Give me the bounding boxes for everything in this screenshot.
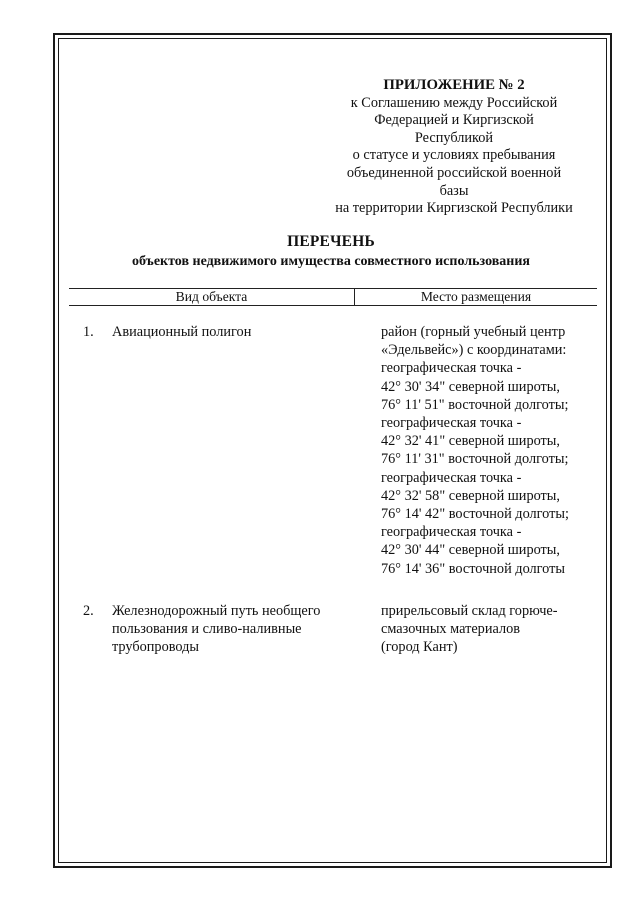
object-name [112, 602, 362, 657]
object-name-line: Железнодорожный путь необщего [112, 603, 321, 619]
row-number: 1. [83, 324, 94, 340]
appendix-line: базы [439, 182, 469, 199]
table-header [69, 288, 597, 306]
appendix-header [318, 77, 590, 218]
appendix-title: ПРИЛОЖЕНИЕ № 2 [383, 77, 525, 93]
location-line: 76° 11' 51" восточной долготы; [381, 396, 569, 413]
location-line: 76° 14' 42" восточной долготы; [381, 506, 569, 523]
location-line: 42° 30' 44" северной широты, [381, 542, 560, 559]
row-number: 2. [83, 603, 94, 619]
location-line: 42° 32' 41" северной широты, [381, 433, 560, 450]
location-line: «Эдельвейс») с координатами: [381, 342, 567, 359]
appendix-line: Республикой [414, 129, 494, 146]
object-location [381, 323, 595, 578]
column-header-object-type: Вид объекта [175, 289, 248, 304]
object-name-line: пользования и сливо-наливные [112, 621, 302, 638]
appendix-line: о статусе и условиях пребывания [352, 147, 556, 164]
location-line: географическая точка - [381, 360, 522, 377]
location-line: географическая точка - [381, 524, 522, 541]
appendix-line: к Соглашению между Российской [350, 94, 558, 111]
appendix-line: на территории Киргизской Республики [335, 200, 573, 217]
object-name-line: трубопроводы [112, 639, 199, 656]
location-line: 76° 14' 36" восточной долготы [381, 560, 565, 577]
location-line: географическая точка - [381, 469, 522, 486]
appendix-line: объединенной российской военной [346, 164, 562, 181]
object-location [381, 602, 595, 657]
location-line: 76° 11' 31" восточной долготы; [381, 451, 569, 468]
location-line: прирельсовый склад горюче- [381, 603, 558, 619]
location-line: географическая точка - [381, 415, 522, 432]
location-line: 42° 32' 58" северной широты, [381, 487, 560, 504]
list-heading: ПЕРЕЧЕНЬ [287, 233, 375, 250]
location-line: район (горный учебный центр [381, 324, 566, 340]
list-subheading: объектов недвижимого имущества совместного использования [132, 254, 530, 269]
list-title [70, 232, 592, 272]
location-line: (город Кант) [381, 639, 458, 656]
appendix-line: Федерацией и Киргизской [374, 112, 534, 129]
location-line: смазочных материалов [381, 621, 520, 638]
location-line: 42° 30' 34" северной широты, [381, 378, 560, 395]
column-header-location: Место размещения [420, 289, 532, 304]
object-name [112, 323, 362, 341]
object-name-line: Авиационный полигон [112, 324, 252, 340]
